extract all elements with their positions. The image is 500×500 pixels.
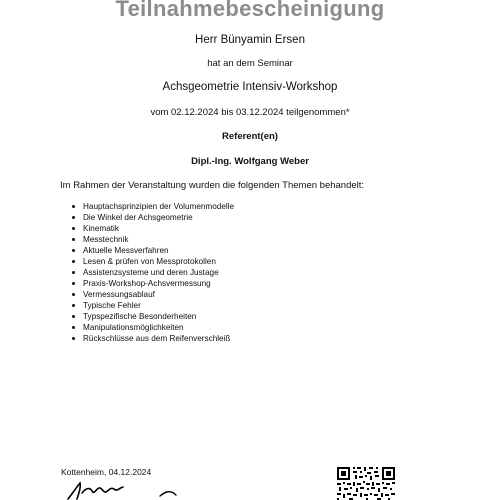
referent-name: Dipl.-Ing. Wolfgang Weber xyxy=(191,156,309,167)
certificate-title: Teilnahmebescheinigung xyxy=(115,0,385,21)
list-item: Die Winkel der Achsgeometrie xyxy=(83,212,234,223)
list-item: Vermessungsablauf xyxy=(83,289,234,300)
seminar-dates: vom 02.12.2024 bis 03.12.2024 teilgenommen* xyxy=(150,107,350,118)
list-item: Lesen & prüfen von Messprotokollen xyxy=(83,256,234,267)
list-item: Praxis-Workshop-Achsvermessung xyxy=(83,278,234,289)
list-item: Hauptachsprinzipien der Volumenmodelle xyxy=(83,202,235,211)
recipient-name: Herr Bünyamin Ersen xyxy=(195,34,305,46)
list-item: Typspezifische Besonderheiten xyxy=(83,311,234,322)
list-item: Aktuelle Messverfahren xyxy=(83,245,234,256)
topic-list xyxy=(83,201,234,344)
topics-intro: Im Rahmen der Veranstaltung wurden die folgenden Themen behandelt: xyxy=(60,180,365,191)
list-item: Rückschlüsse aus dem Reifenverschleiß xyxy=(83,333,234,344)
list-item: Kinematik xyxy=(83,223,234,234)
list-item: Assistenzsysteme und deren Justage xyxy=(83,267,234,278)
referent-heading: Referent(en) xyxy=(222,131,278,142)
intro-text: hat an dem Seminar xyxy=(207,58,293,69)
list-item: Messtechnik xyxy=(83,234,234,245)
list-item: Manipulationsmöglichkeiten xyxy=(83,322,234,333)
signature-image xyxy=(62,474,192,500)
seminar-name: Achsgeometrie Intensiv-Workshop xyxy=(162,81,338,93)
place-date: Kottenheim, 04.12.2024 xyxy=(61,467,152,477)
qr-code-icon xyxy=(336,466,396,500)
list-item: Typische Fehler xyxy=(83,300,234,311)
